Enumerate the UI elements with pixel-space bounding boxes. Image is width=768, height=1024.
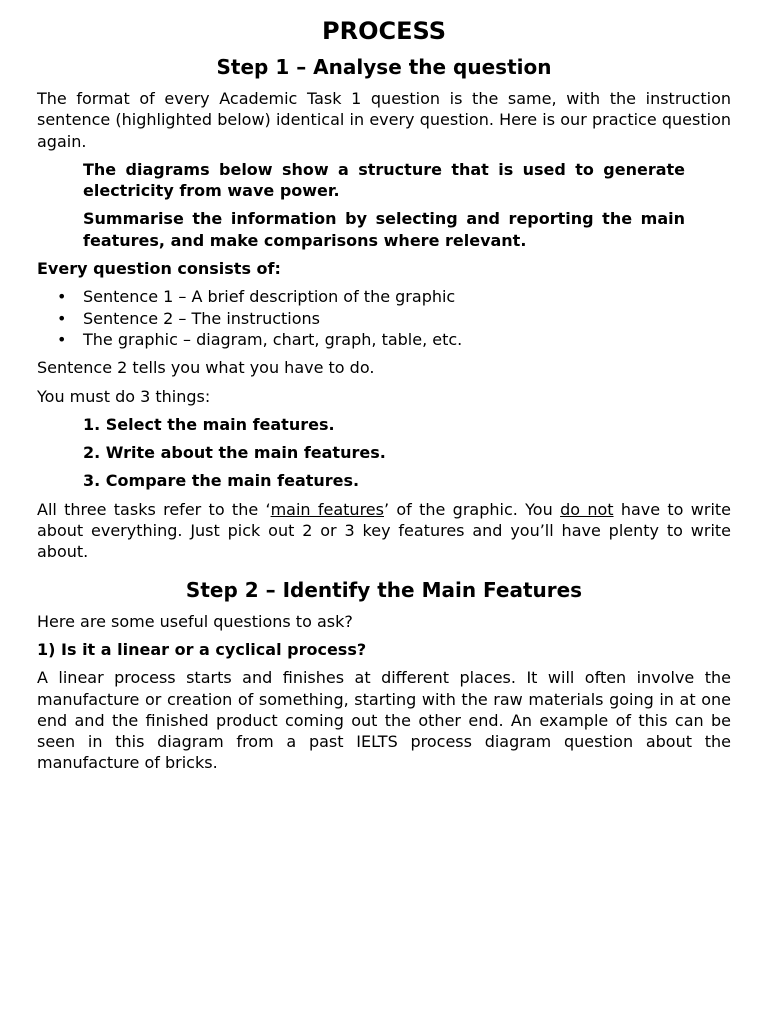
bullet-icon: • <box>57 329 67 349</box>
task-item-write: 2. Write about the main features. <box>83 443 386 463</box>
list-item-text: Sentence 1 – A brief description of the graphic <box>83 287 456 307</box>
step2-heading: Step 2 – Identify the Main Features <box>185 577 583 602</box>
list-item <box>37 286 731 307</box>
paragraph-text: have to write about everything. Just pick out 2 or 3 key features and you’ll have plenty to write about. <box>37 499 732 562</box>
main-features-paragraph <box>37 499 731 563</box>
paragraph-text: ’ of the graphic. You <box>383 499 561 519</box>
question-sentence-2: Summarise the information by selecting and reporting the main features, and make comparisons where relevant. <box>83 209 685 250</box>
underlined-main-features: main features <box>270 499 384 519</box>
paragraph-text: All three tasks refer to the ‘ <box>37 499 271 519</box>
step1-heading: Step 1 – Analyse the question <box>216 55 552 79</box>
bullet-icon: • <box>57 308 67 328</box>
linear-cyclical-question: 1) Is it a linear or a cyclical process? <box>37 639 367 659</box>
list-item-text: Sentence 2 – The instructions <box>83 308 321 328</box>
linear-process-paragraph: A linear process starts and finishes at different places. It will often involve the manufacture or creation of something, starting with the raw materials going in at one end and the finished product coming out the other end. An example of this can be seen in this diagram from a past IELTS process diagram question about the manufacture of bricks. <box>37 668 731 773</box>
task-item-select: 1. Select the main features. <box>83 414 335 434</box>
consists-heading: Every question consists of: <box>37 259 281 279</box>
list-item <box>37 329 731 350</box>
question-parts-list <box>37 286 731 350</box>
step2-intro: Here are some useful questions to ask? <box>37 611 353 631</box>
step1-intro: The format of every Academic Task 1 question is the same, with the instruction sentence (highlighted below) identical in every question. Here is our practice question again. <box>37 89 731 151</box>
sentence-2-explanation: Sentence 2 tells you what you have to do. <box>37 358 375 378</box>
bullet-icon: • <box>57 287 67 307</box>
list-item <box>37 308 731 329</box>
must-do-intro: You must do 3 things: <box>37 386 211 406</box>
underlined-do-not: do not <box>560 499 614 519</box>
question-sentence-1: The diagrams below show a structure that is used to generate electricity from wave power. <box>83 159 685 201</box>
task-item-compare: 3. Compare the main features. <box>83 471 360 491</box>
page-title: PROCESS <box>322 17 446 45</box>
list-item-text: The graphic – diagram, chart, graph, table, etc. <box>83 329 463 349</box>
